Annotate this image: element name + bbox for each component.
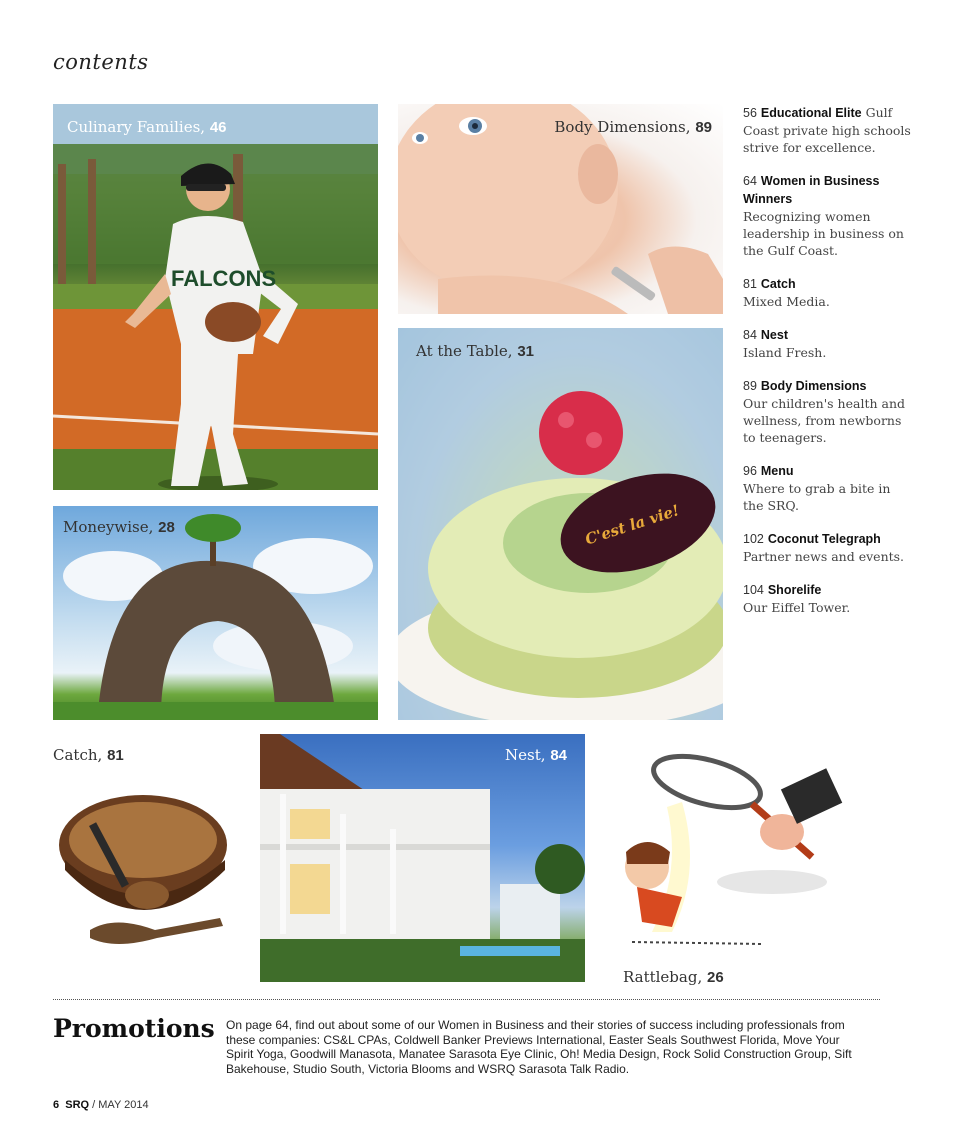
nest-caption: Nest, 84	[505, 746, 567, 764]
at-the-table-photo[interactable]	[398, 328, 723, 720]
cartoon-net-illustration	[612, 752, 852, 957]
dotted-divider	[53, 999, 880, 1000]
nest-photo[interactable]	[260, 734, 585, 982]
wooden-bowl-illustration	[55, 790, 235, 960]
promotions-title: Promotions	[53, 1014, 215, 1043]
rattlebag-caption: Rattlebag, 26	[623, 968, 724, 986]
culinary-families-photo[interactable]	[53, 104, 378, 490]
toc-entry[interactable]: 96 Menu Where to grab a bite in the SRQ.	[743, 464, 891, 513]
promotions-text: On page 64, find out about some of our Women in Business and their stories of success including professionals from these companies: CS&L CPAs, Coldwell Banker Previews International, Easter Seals Southwest Florida, Move Your Spirit Yoga, Goodwill Manasota, Manatee Sarasota Eye Clinic, Oh! Media Design, Rock Solid Construction Group, Sift Bakehouse, Studio South, Victoria Blooms and WSRQ Sarasota Talk Radio.	[226, 1018, 852, 1076]
moneywise-photo[interactable]	[53, 506, 378, 720]
body-dimensions-caption: Body Dimensions, 89	[554, 118, 712, 136]
table-of-contents	[743, 104, 913, 632]
toc-entry[interactable]: 56 Educational Elite Gulf Coast private high schools strive for excellence.	[743, 105, 911, 155]
rattlebag-illustration[interactable]	[612, 752, 852, 957]
catch-bowl-image[interactable]	[55, 790, 235, 960]
body-dimensions-photo[interactable]	[398, 104, 723, 314]
culinary-families-caption: Culinary Families, 46	[67, 118, 227, 136]
magazine-name: SRQ	[65, 1099, 90, 1111]
contents-heading: contents	[53, 50, 149, 74]
jersey-text: FALCONS	[171, 266, 277, 291]
baseball-player-illustration	[53, 104, 378, 490]
toc-entry[interactable]: 104 Shorelife Our Eiffel Tower.	[743, 583, 851, 615]
page-footer	[53, 1099, 149, 1111]
toc-entry[interactable]: 89 Body Dimensions Our children's health and wellness, from newborns to teenagers.	[743, 379, 905, 445]
at-the-table-caption: At the Table, 31	[416, 342, 534, 360]
macaron-dessert-illustration	[398, 328, 723, 720]
cookie-script-text: C'est la vie!	[582, 501, 682, 549]
toc-entry[interactable]: 84 Nest Island Fresh.	[743, 328, 827, 360]
catch-caption: Catch, 81	[53, 746, 124, 764]
toc-entry[interactable]: 64 Women in Business Winners Recognizing women leadership in business on the Gulf Coast.	[743, 174, 904, 258]
page-number: 6	[53, 1099, 60, 1111]
tree-arch-illustration	[53, 506, 378, 720]
moneywise-caption: Moneywise, 28	[63, 518, 175, 536]
issue-date: / MAY 2014	[92, 1099, 149, 1111]
toc-entry[interactable]: 102 Coconut Telegraph Partner news and events.	[743, 532, 905, 564]
house-illustration	[260, 734, 585, 982]
toc-entry[interactable]: 81 Catch Mixed Media.	[743, 277, 830, 309]
